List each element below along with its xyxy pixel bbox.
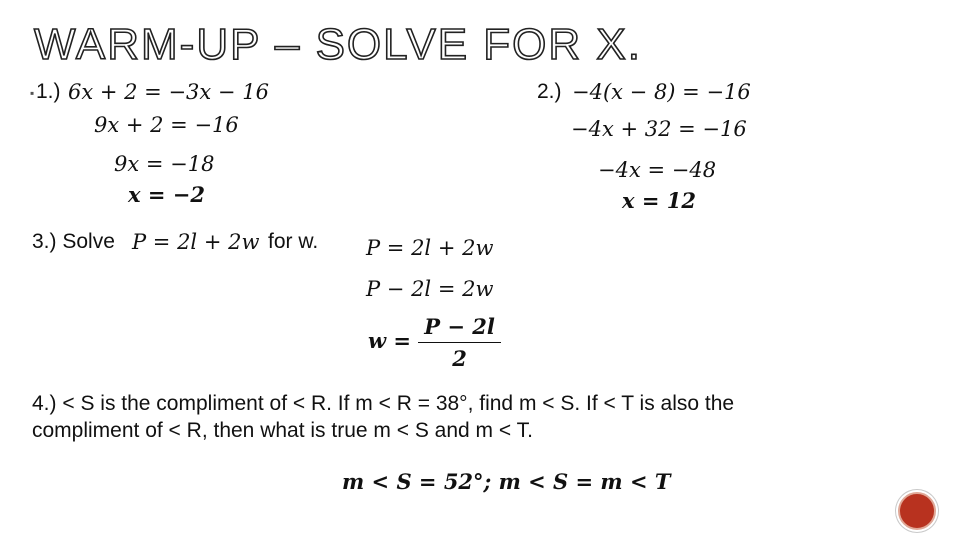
problem-2-step-1: −4x + 32 = −16 <box>571 117 747 141</box>
problem-3-equation: P = 2l + 2w <box>132 230 260 254</box>
fraction-numerator: P − 2l <box>418 314 501 343</box>
problem-3-suffix: for w. <box>268 230 319 253</box>
problem-1-step-2: 9x = −18 <box>114 152 215 176</box>
problem-3-label: 3.) Solve <box>32 230 115 253</box>
slide-corner-badge-icon <box>898 492 936 530</box>
problem-1-step-1: 9x + 2 = −16 <box>94 113 239 137</box>
fraction-denominator: 2 <box>452 346 467 371</box>
problem-1-answer: x = −2 <box>128 182 205 207</box>
problem-2-step-2: −4x = −48 <box>598 158 717 182</box>
problem-3-answer-lhs: w = <box>368 328 411 353</box>
problem-3-answer-fraction <box>418 314 501 371</box>
problem-4-line-1: 4.) < S is the compliment of < R. If m < R = 38°, find m < S. If < T is also the <box>32 392 735 415</box>
problem-3-step-2: P − 2l = 2w <box>366 277 494 301</box>
problem-2-answer: x = 12 <box>622 188 696 213</box>
problem-4-answer: m < S = 52°; m < S = m < T <box>342 469 671 494</box>
problem-3-step-1: P = 2l + 2w <box>366 236 494 260</box>
problem-4-line-2: compliment of < R, then what is true m < S and m < T. <box>32 419 533 442</box>
slide-title: WARM-UP – SOLVE FOR X. <box>34 20 642 69</box>
problem-3-answer <box>368 314 501 371</box>
problem-1-equation: 6x + 2 = −3x − 16 <box>68 80 269 104</box>
bullet-icon: ▪ <box>30 86 35 100</box>
problem-1-label: 1.) <box>36 80 61 103</box>
problem-2-equation: −4(x − 8) = −16 <box>572 80 751 104</box>
problem-2-label: 2.) <box>537 80 562 103</box>
